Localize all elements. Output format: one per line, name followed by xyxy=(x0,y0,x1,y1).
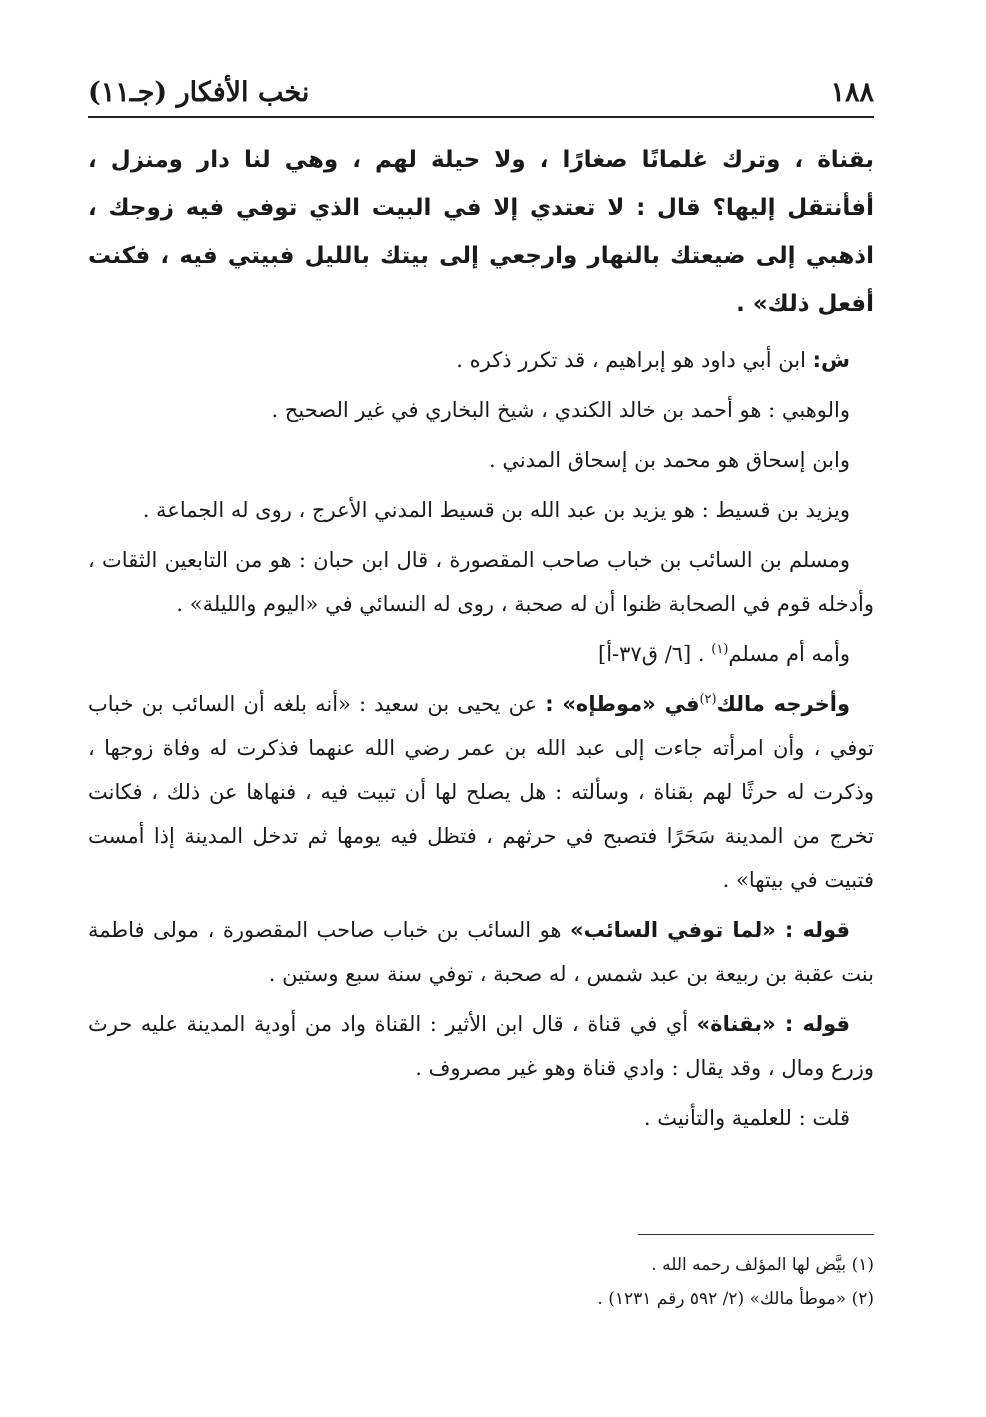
malik-lead-source: في «موطإه» : xyxy=(545,692,700,716)
paragraph-text: ابن أبي داود هو إبراهيم ، قد تكرر ذكره . xyxy=(456,348,813,372)
footnote: (٢) «موطأ مالك» (٢/ ٥٩٢ رقم ١٢٣١) . xyxy=(597,1289,874,1309)
malik-paragraph xyxy=(88,682,874,902)
footnote-rule xyxy=(638,1234,874,1235)
qult-paragraph: قلت : للعلمية والتأنيث . xyxy=(643,1106,850,1130)
paragraph-text: عن يحيى بن سعيد : «أنه بلغه أن السائب بن خباب توفي ، وأن امرأته جاءت إلى عبد الله بن عمر رضي الله عنهما فذكرت له وفاة زوجها ، وذكرت له حرثًا لهم بقناة ، وسألته : هل يصلح لها أن تبيت فيه ، فنهاها عن ذلك ، فكانت تخرج من المدينة سَحَرًا فتصبح في حرثهم ، فتظل فيه يومها ثم تدخل المدينة إذا أمست فتبيت في بيتها» . xyxy=(88,692,874,892)
narrator-paragraph: ويزيد بن قسيط : هو يزيد بن عبد الله بن قسيط المدني الأعرج ، روى له الجماعة . xyxy=(142,498,850,522)
header-rule xyxy=(88,116,874,118)
commentary-paragraph xyxy=(88,338,874,382)
footnote: (١) بيَّض لها المؤلف رحمه الله . xyxy=(651,1255,874,1275)
footnotes xyxy=(88,1248,874,1316)
paragraph-text: هو السائب بن خباب صاحب المقصورة ، مولى فاطمة بنت عقبة بن ربيعة بن عبد شمس ، له صحبة ، توفي سنة سبع وستين . xyxy=(88,918,874,986)
running-header xyxy=(88,68,874,108)
qawluh-paragraph xyxy=(88,1002,874,1090)
mother-text: وأمه أم مسلم xyxy=(728,642,850,666)
page-body xyxy=(88,136,874,1140)
book-page xyxy=(88,58,874,1358)
footnote-marker: (١) xyxy=(711,642,729,657)
manuscript-reference: . [٦/ ق٣٧-أ] xyxy=(598,642,712,666)
mother-line xyxy=(88,632,874,676)
qawluh-paragraph xyxy=(88,908,874,996)
hadith-continuation: بقناة ، وترك غلمانًا صغارًا ، ولا حيلة لهم ، وهي لنا دار ومنزل ، أفأنتقل إليها؟ قال : لا تعتدي إلا في البيت الذي توفي فيه زوجك ، اذهبي إلى ضيعتك بالنهار وارجعي إلى بيتك بالليل فبيتي فيه ، فكنت أفعل ذلك» . xyxy=(88,147,874,317)
malik-lead: وأخرجه مالك xyxy=(716,692,850,716)
narrator-paragraph: وابن إسحاق هو محمد بن إسحاق المدني . xyxy=(488,448,850,472)
qawluh-lead: قوله : «بقناة» xyxy=(696,1012,850,1036)
page-number: ١٨٨ xyxy=(830,77,874,108)
narrator-paragraph: ومسلم بن السائب بن خباب صاحب المقصورة ، قال ابن حبان : هو من التابعين الثقات ، وأدخله قوم في الصحابة ظنوا أن له صحبة ، روى له النسائي في «اليوم والليلة» . xyxy=(88,548,874,616)
footnote-marker: (٢) xyxy=(699,692,717,707)
paragraph-text: أي في قناة ، قال ابن الأثير : القناة واد من أودية المدينة عليه حرث وزرع ومال ، وقد يقال : وادي قناة وهو غير مصروف . xyxy=(88,1012,874,1080)
narrator-paragraph: والوهبي : هو أحمد بن خالد الكندي ، شيخ البخاري في غير الصحيح . xyxy=(271,398,850,422)
qawluh-lead: قوله : «لما توفي السائب» xyxy=(570,918,850,942)
book-title: نخب الأفكار (جـ١١) xyxy=(88,77,310,108)
commentary-marker: ش: xyxy=(812,348,850,372)
